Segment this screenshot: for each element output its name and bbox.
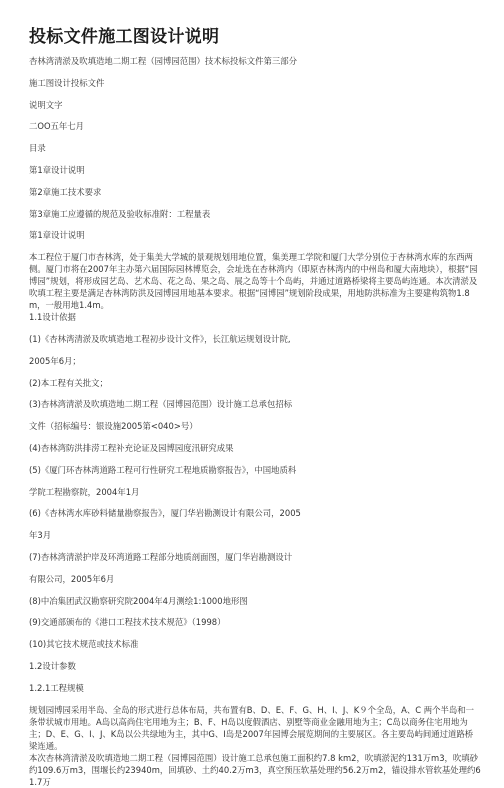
document-body (29, 55, 481, 788)
text-line: (7)杏林湾清淤护岸及环湾道路工程部分地质剖面图，厦门华岩勘测设计 (29, 551, 293, 562)
text-line: (6)《杏林湾水库砂料储量勘察报告》，厦门华岩勘测设计有限公司，2005 (29, 508, 301, 519)
text-line: 有限公司，2005年6月 (29, 573, 115, 584)
subsection-heading: 1.2.1工程规模 (29, 682, 84, 693)
text-line: 二OO五年七月 (29, 121, 85, 132)
text-line: (4)杏林湾防洪排涝工程补充论证及园博园度汛研究成果 (29, 442, 234, 453)
text-line: (10)其它技术规范或技术标准 (29, 639, 139, 650)
toc-heading: 目录 (29, 143, 46, 154)
section-heading: 1.1设计依据 (29, 312, 76, 323)
text-line: 学院工程勘察院，2004年1月 (29, 486, 140, 497)
paragraph: 本工程位于厦门市杏林湾，处于集美大学城的景观规划用地位置，集美理工学院和厦门大学分别位于杏林湾水库的东西两侧。厦门市将在2007年主办第六届国际园林博览会，会址选在杏林湾内（即原杏林湾内的中州岛和厦大南地块），根据“园博园”规划，将形成园艺岛、艺术岛、花之岛、果之岛、展之岛等十个岛屿，并通过道路桥梁将主要岛屿连通。本次清淤及吹填工程主要是满足杏林湾防洪及园博园用地基本要求。根据“园博园”规划阶段成果，用地防洪标准为主要建构筑物1.8m，一般用地1.4m。 (29, 252, 478, 311)
text-line: 说明文字 (29, 99, 63, 110)
toc-item: 第3章施工应遵循的规范及验收标准附：工程量表 (29, 208, 211, 219)
text-line: (1)《杏林湾清淤及吹填造地工程初步设计文件》，长江航运规划设计院, (29, 333, 291, 344)
chapter-heading: 第1章设计说明 (29, 230, 85, 241)
text-line: (5)《厦门环杏林湾道路工程可行性研究工程地质勘察报告》，中国地质科 (29, 464, 297, 475)
document-title: 投标文件施工图设计说明 (29, 27, 220, 47)
toc-item: 第1章设计说明 (29, 164, 85, 175)
paragraph: 规划园博园采用半岛、全岛的形式进行总体布局，共布置有B、D、E、F、G、H、I、J、K９个全岛，A、C 两个半岛和一条带状城市用地。A岛以高尚住宅用地为主；B、F、H岛以度假酒店、别墅等商业金融用地为主；C岛以商务住宅用地为主；D、E、G、I、J、K岛以公共绿地为主，其中G、I岛是2007年园博会展览期间的主要展区。各主要岛屿间通过道路桥梁连通。 (29, 704, 475, 751)
text-line: (2)本工程有关批文； (29, 377, 108, 388)
text-line: 杏林湾清淤及吹填造地二期工程（园博园范围）技术标投标文件第三部分 (29, 56, 297, 66)
text-line: (9)交通部颁布的《港口工程技术技术规范》（1998） (29, 617, 226, 628)
text-line: 施工图设计投标文件 (29, 77, 105, 88)
text-line: (8)中冶集团武汉勘察研究院2004年4月测绘1:1000地形图 (29, 595, 248, 606)
text-line: 2005年6月； (29, 355, 81, 366)
toc-item: 第2章施工技术要求 (29, 186, 102, 197)
text-line: 文件（招标编号：银设施2005第<040>号） (29, 421, 198, 432)
paragraph: 本次杏林湾清淤及吹填造地二期工程（园博园范围）设计施工总承包施工面积约7.8 km2，吹填淤泥约131万m3，吹填砂约109.6万m3，围堰长约23940m，回填砂、土约40.2万m3，真空预压软基处理约56.2万m2，锚设排水管软基处理约61.7万 (29, 752, 481, 787)
text-line: (3)杏林湾清淤及吹填造地二期工程（园博园范围）设计施工总承包招标 (29, 399, 293, 410)
section-heading: 1.2设计参数 (29, 660, 76, 671)
text-line: 年3月 (29, 530, 52, 541)
